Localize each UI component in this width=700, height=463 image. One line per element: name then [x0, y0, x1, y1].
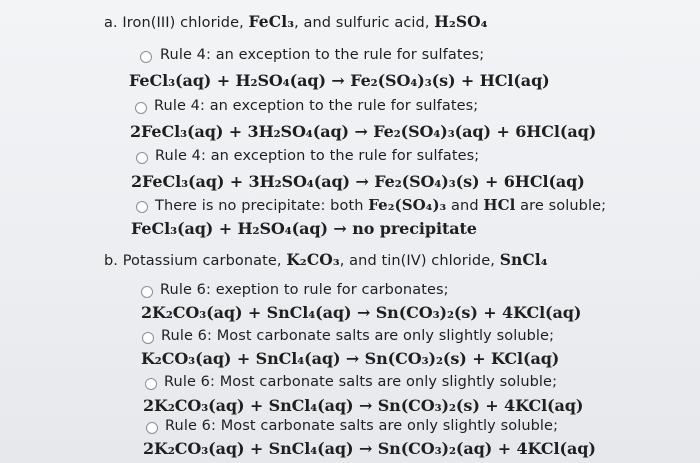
radio-button[interactable]: [140, 51, 152, 63]
option-equation: 2FeCl₃(aq) + 3H₂SO₄(aq) → Fe₂(SO₄)₃(s) + 6HCl(aq): [131, 172, 585, 191]
part-b-title-chem-k2co3: K₂CO₃: [286, 250, 340, 269]
option-label: Rule 6: Most carbonate salts are only slightly soluble;: [165, 418, 559, 434]
part-a-title: [104, 12, 488, 31]
option-label: Rule 6: exeption to rule for carbonates;: [160, 282, 449, 298]
option-label: Rule 4: an exception to the rule for sulfates;: [160, 47, 485, 63]
part-a-title-chem-h2so4: H₂SO₄: [434, 12, 488, 31]
radio-button[interactable]: [145, 378, 157, 390]
option-equation: 2K₂CO₃(aq) + SnCl₄(aq) → Sn(CO₃)₂(aq) + 4KCl(aq): [143, 439, 596, 458]
radio-button[interactable]: [142, 332, 154, 344]
radio-button[interactable]: [146, 422, 158, 434]
part-b-title: [104, 250, 548, 269]
option-label-mid: and: [446, 198, 484, 214]
option-equation: 2K₂CO₃(aq) + SnCl₄(aq) → Sn(CO₃)₂(s) + 4KCl(aq): [143, 396, 584, 415]
radio-button[interactable]: [136, 152, 148, 164]
option-label: Rule 4: an exception to the rule for sulfates;: [155, 148, 480, 164]
option-label-start: There is no precipitate: both: [155, 198, 369, 214]
option-equation: 2FeCl₃(aq) + 3H₂SO₄(aq) → Fe₂(SO₄)₃(aq) + 6HCl(aq): [130, 122, 597, 141]
option-label: Rule 4: an exception to the rule for sulfates;: [154, 98, 479, 114]
radio-button[interactable]: [135, 102, 147, 114]
option-label: [155, 196, 606, 214]
part-a-title-chem-fecl3: FeCl₃: [248, 12, 295, 31]
part-b-title-mid: , and tin(IV) chloride,: [339, 253, 500, 269]
radio-button[interactable]: [141, 286, 153, 298]
option-equation: FeCl₃(aq) + H₂SO₄(aq) → no precipitate: [131, 219, 477, 238]
option-label: Rule 6: Most carbonate salts are only slightly soluble;: [164, 374, 558, 390]
option-equation: FeCl₃(aq) + H₂SO₄(aq) → Fe₂(SO₄)₃(s) + HCl(aq): [129, 71, 550, 90]
option-label-end: are soluble;: [515, 198, 607, 214]
part-b-title-chem-sncl4: SnCl₄: [499, 250, 548, 269]
option-equation: 2K₂CO₃(aq) + SnCl₄(aq) → Sn(CO₃)₂(s) + 4KCl(aq): [141, 303, 582, 322]
option-label-chem-hcl: HCl: [483, 196, 516, 214]
part-a-title-text: a. Iron(III) chloride,: [104, 15, 249, 31]
option-equation: K₂CO₃(aq) + SnCl₄(aq) → Sn(CO₃)₂(s) + KCl(aq): [141, 349, 560, 368]
option-label-chem-fe2so43: Fe₂(SO₄)₃: [368, 196, 447, 214]
part-b-title-text: b. Potassium carbonate,: [104, 253, 287, 269]
option-label: Rule 6: Most carbonate salts are only slightly soluble;: [161, 328, 555, 344]
part-a-title-mid: , and sulfuric acid,: [294, 15, 435, 31]
radio-button[interactable]: [136, 201, 148, 213]
